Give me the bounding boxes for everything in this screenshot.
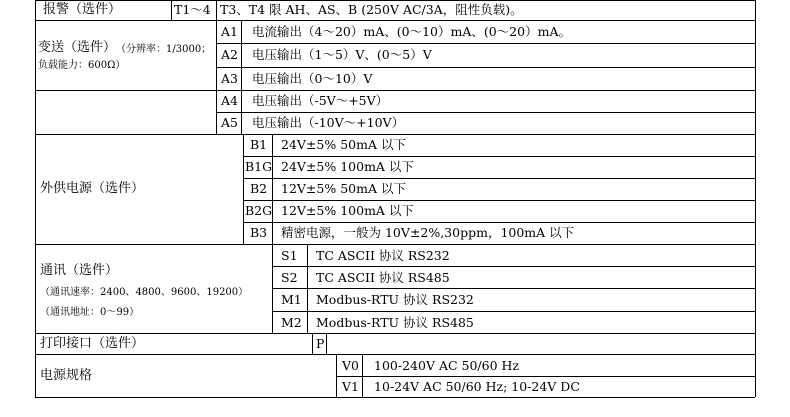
power-supply-label: 外供电源（选件） [40,181,145,196]
row-line [35,134,755,135]
comm-address: （通讯地址：0～99） [40,307,140,318]
transmit-load: 负载能力：600Ω） [38,60,126,71]
supply-desc-b1: 24V±5% 50mA 以下 [281,137,406,152]
row-line [243,200,755,201]
transmit-resolution: （分辨率：1/3000； [116,44,212,55]
row-line [272,311,755,312]
supply-desc-b1g: 24V±5% 100mA 以下 [281,159,414,174]
supply-code-b1: B1 [250,137,268,152]
comm-code-m2: M2 [281,315,302,330]
row-line [216,67,755,68]
transmit-code-a3: A3 [221,71,238,86]
power-spec-code-v1: V1 [342,379,359,394]
supply-desc-b3: 精密电源，一般为 10V±2%,30ppm，100mA 以下 [281,225,575,240]
row-line [216,112,755,113]
supply-desc-b2g: 12V±5% 100mA 以下 [281,203,414,218]
row-line [243,156,755,157]
power-spec-code-v0: V0 [342,358,359,373]
transmit-desc-a1: 电流输出（4～20）mA、(0～10）mA、(0～20）mA。 [252,24,571,39]
alarm-label: 报警（选件） [43,2,122,17]
transmit-code-a2: A2 [221,47,238,62]
col-line [336,354,337,397]
comm-desc-s2: TC ASCII 协议 RS485 [316,270,450,285]
col-line [755,0,756,397]
col-line [243,134,244,244]
comm-code-s1: S1 [281,248,298,263]
printer-code: P [316,336,325,351]
power-spec-desc-v0: 100-240V AC 50/60 Hz [374,358,519,373]
power-spec-label: 电源规格 [40,368,93,383]
transmit-label: 变送（选件） [38,40,117,55]
col-line [362,354,363,397]
comm-desc-m1: Modbus-RTU 协议 RS232 [316,292,474,307]
printer-label: 打印接口（选件） [40,336,145,351]
comm-rate: （通讯速率：2400、4800、9600、19200） [40,287,249,298]
row-line [216,43,755,44]
transmit-desc-a3: 电压输出（0～10）V [252,71,373,86]
transmit-desc-a5: 电压输出（-10V～+10V） [252,115,405,130]
col-line [241,20,242,134]
supply-code-b2g: B2G [245,203,273,218]
transmit-desc-a4: 电压输出（-5V～+5V） [252,93,389,108]
alarm-code: T1～4 [174,2,211,17]
row-line [243,178,755,179]
row-line [272,266,755,267]
comm-label: 通讯（选件） [40,263,119,278]
alarm-desc: T3、T4 限 AH、AS、B (250V AC/3A，阻性负载)。 [220,2,523,17]
row-line [35,333,755,334]
row-line [35,244,755,245]
comm-desc-m2: Modbus-RTU 协议 RS485 [316,315,474,330]
supply-code-b1g: B1G [245,159,273,174]
row-line [35,354,755,355]
col-line [216,0,217,134]
row-line [336,376,755,377]
transmit-desc-a2: 电压输出（1～5）V、(0～5）V [252,47,432,62]
transmit-code-a5: A5 [221,115,238,130]
row-line [243,222,755,223]
col-line [307,244,308,333]
row-line [272,288,755,289]
row-line [35,0,755,1]
transmit-code-a4: A4 [221,93,238,108]
row-line [35,90,755,91]
comm-code-m1: M1 [281,292,302,307]
transmit-code-a1: A1 [221,24,238,39]
supply-code-b2: B2 [250,181,268,196]
comm-code-s2: S2 [281,270,298,285]
col-line [171,0,172,20]
col-line [312,333,313,354]
col-line [272,134,273,333]
row-line [35,397,755,398]
supply-desc-b2: 12V±5% 50mA 以下 [281,181,406,196]
supply-code-b3: B3 [250,225,268,240]
comm-desc-s1: TC ASCII 协议 RS232 [316,248,450,263]
power-spec-desc-v1: 10-24V AC 50/60 Hz; 10-24V DC [374,379,580,394]
row-line [35,20,755,21]
col-line [326,333,327,354]
col-line [35,0,36,397]
